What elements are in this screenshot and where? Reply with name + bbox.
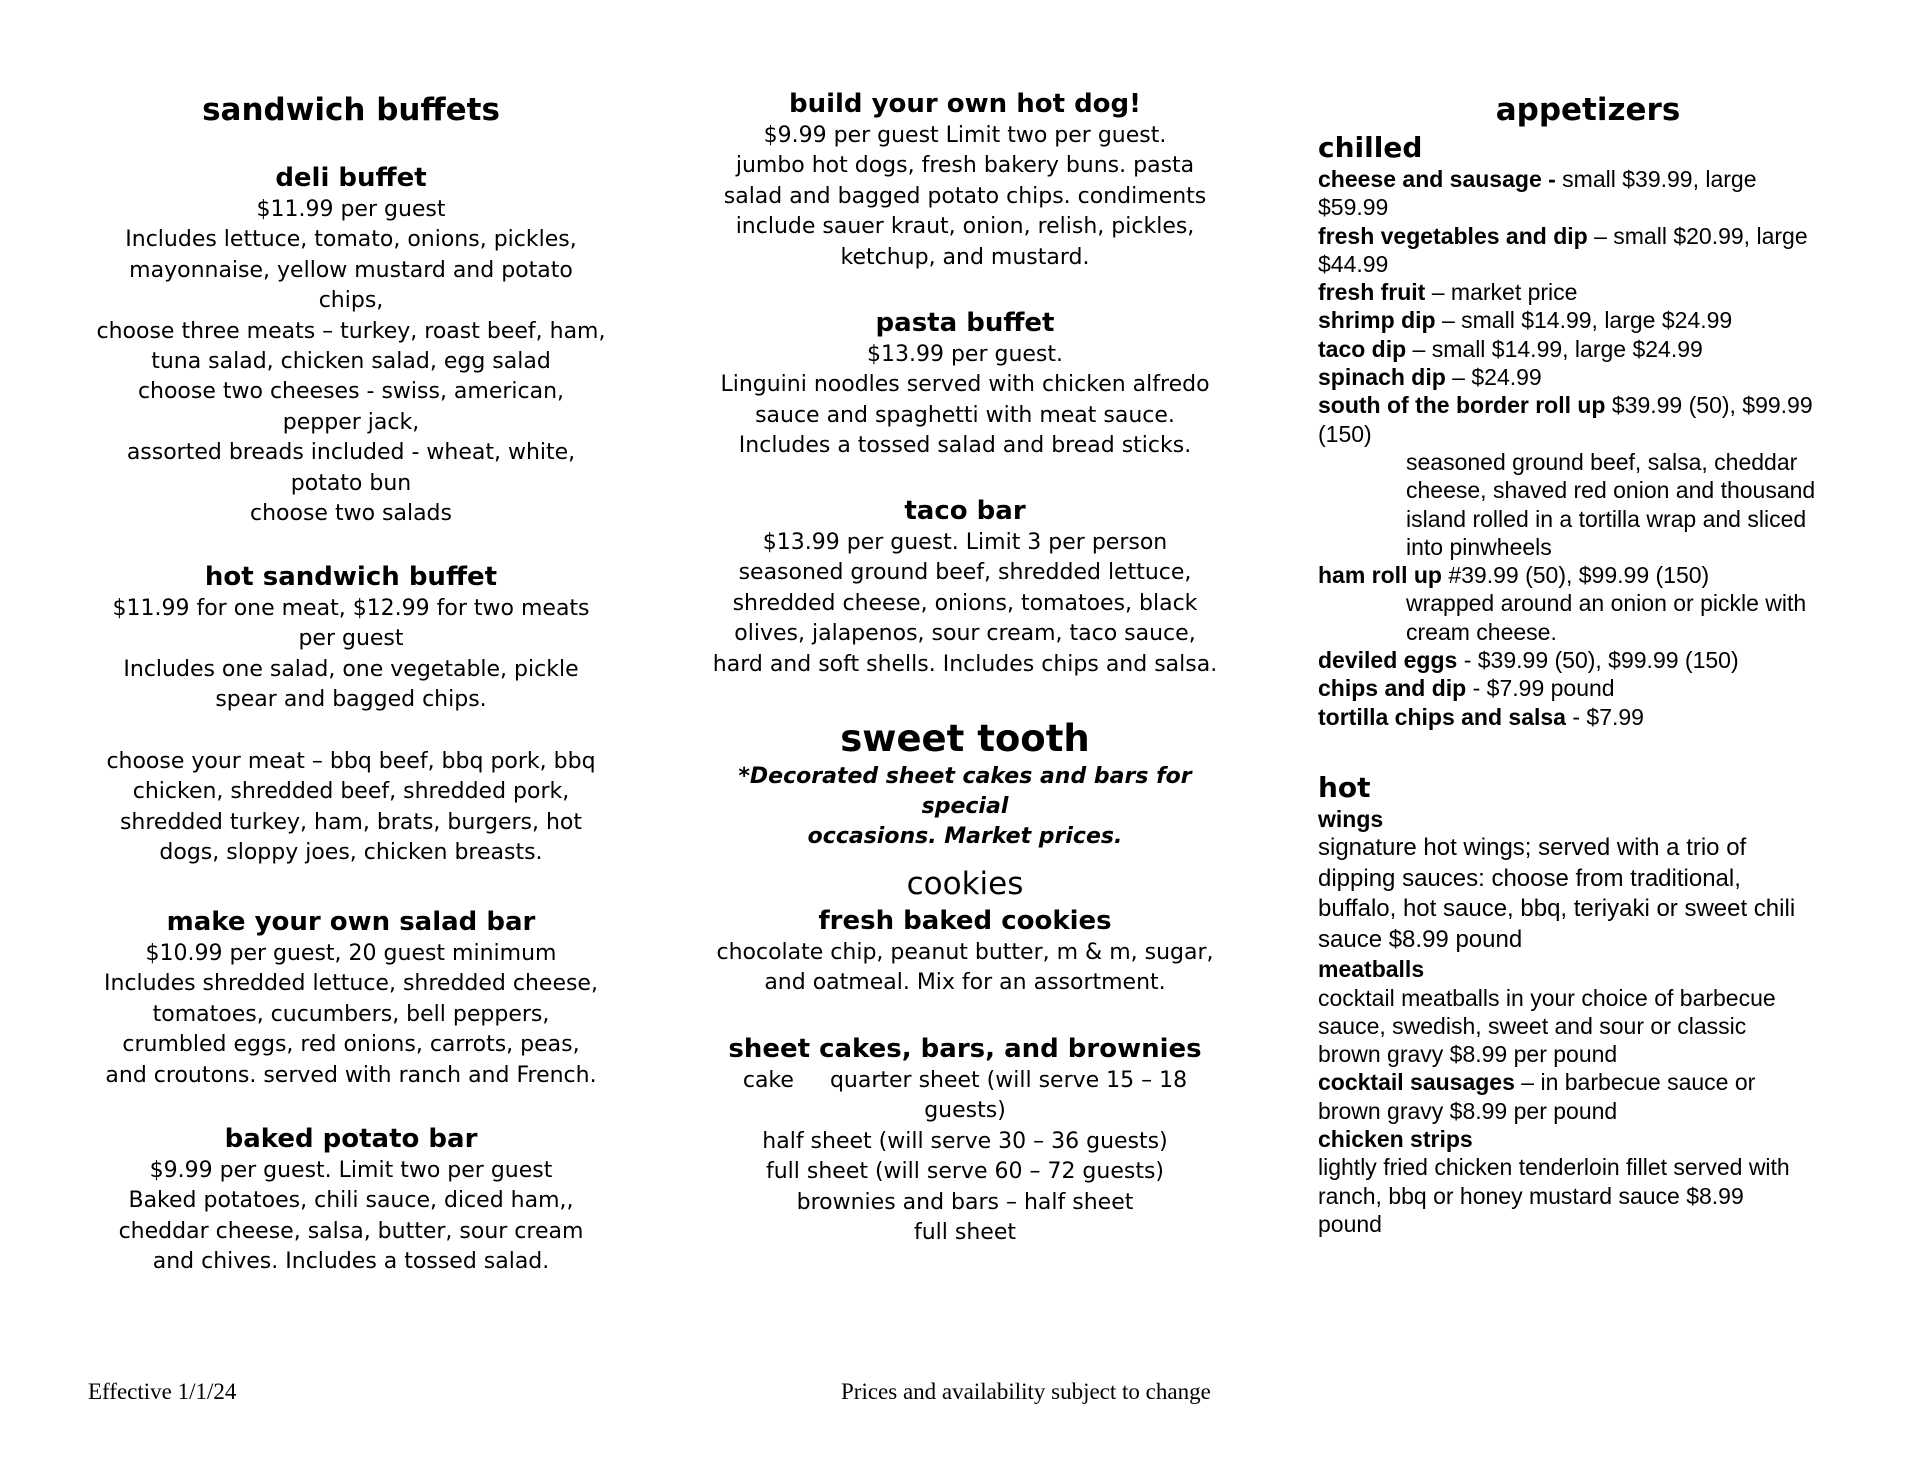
hot-sandwich-meats-line: dogs, sloppy joes, chicken breasts.	[159, 840, 543, 866]
hot-dog-line: $9.99 per guest Limit two per guest.	[763, 123, 1167, 148]
deli-line: Includes lettuce, tomato, onions, pickles,	[125, 227, 577, 253]
item-name: spinach dip	[1318, 364, 1446, 391]
fresh-baked-cookies-title: fresh baked cookies	[818, 906, 1112, 936]
baked-potato-line: cheddar cheese, salsa, butter, sour cream	[118, 1218, 584, 1244]
menu-item-chicken-strips	[1318, 1125, 1858, 1153]
deli-line: tuna salad, chicken salad, egg salad	[151, 349, 551, 375]
item-description: seasoned ground beef, salsa, cheddar	[1406, 448, 1798, 475]
taco-bar-line: $13.99 per guest. Limit 3 per person	[762, 530, 1168, 555]
footer-disclaimer: Prices and availability subject to change	[841, 1379, 1211, 1404]
item-description: cocktail meatballs in your choice of barbecue	[1318, 984, 1776, 1011]
item-price: $39.99 (50), $99.99	[1605, 392, 1813, 419]
item-name: meatballs	[1318, 956, 1425, 983]
item-description: sauce $8.99 pound	[1318, 925, 1523, 953]
item-name: ham roll up	[1318, 562, 1442, 589]
deli-line: choose two cheeses - swiss, american,	[137, 379, 565, 405]
sweet-tooth-title: sweet tooth	[840, 717, 1090, 760]
hot-sandwich-meats-line: shredded turkey, ham, brats, burgers, hot	[119, 809, 583, 835]
sheet-cakes-line: guests)	[924, 1098, 1006, 1124]
item-price: - $7.99	[1565, 703, 1644, 730]
sweet-tooth-block	[700, 716, 1230, 852]
taco-bar-title: taco bar	[904, 496, 1026, 526]
item-name: shrimp dip	[1318, 307, 1436, 334]
item-description: pound	[1318, 1210, 1382, 1237]
baked-potato-line: Baked potatoes, chili sauce, diced ham,,	[128, 1188, 574, 1214]
menu-item-south-border-cont: (150)	[1318, 420, 1372, 447]
pasta-line: sauce and spaghetti with meat sauce.	[755, 402, 1175, 428]
menu-item-tortilla-chips	[1318, 703, 1858, 731]
taco-bar-line: shredded cheese, onions, tomatoes, black	[732, 590, 1198, 616]
item-price: – market price	[1425, 279, 1578, 306]
menu-item-cocktail-sausages	[1318, 1068, 1858, 1096]
hot-sandwich-meats-line: chicken, shredded beef, shredded pork,	[132, 779, 570, 805]
sheet-cakes-block	[700, 1032, 1230, 1248]
deli-line: choose two salads	[250, 501, 452, 527]
hot-dog-line: jumbo hot dogs, fresh bakery buns. pasta	[735, 153, 1195, 179]
hot-dog-title: build your own hot dog!	[788, 89, 1142, 119]
section-title-appetizers: appetizers	[1495, 92, 1681, 128]
sweet-tooth-note: occasions. Market prices.	[807, 824, 1123, 849]
cake-label: cake	[742, 1068, 794, 1093]
item-price: - $7.99 pound	[1466, 675, 1615, 702]
hot-sandwich-line: spear and bagged chips.	[215, 687, 487, 713]
sheet-cakes-line: half sheet (will serve 30 – 36 guests)	[762, 1128, 1168, 1154]
menu-item-deviled-eggs	[1318, 646, 1858, 674]
item-name: wings	[1318, 806, 1384, 832]
taco-bar-line: olives, jalapenos, sour cream, taco sauce,	[734, 621, 1196, 647]
pasta-line: $13.99 per guest.	[866, 342, 1064, 367]
sheet-cakes-line	[700, 1066, 1230, 1096]
deli-buffet-title: deli buffet	[275, 163, 427, 193]
baked-potato-bar-title: baked potato bar	[224, 1124, 478, 1154]
hot-sandwich-line: per guest	[298, 626, 404, 652]
item-name: south of the border roll up	[1318, 392, 1606, 419]
item-description: brown gravy $8.99 per pound	[1318, 1041, 1618, 1068]
item-description: brown gravy $8.99 per pound	[1318, 1097, 1618, 1124]
menu-item-taco-dip	[1318, 335, 1858, 363]
hot-sandwich-buffet-block	[86, 560, 616, 716]
pasta-buffet-block	[700, 306, 1230, 462]
chilled-title: chilled	[1318, 131, 1423, 164]
menu-item-cheese-sausage-cont: $59.99	[1318, 194, 1389, 221]
item-name: chips and dip	[1318, 675, 1467, 702]
item-description: into pinwheels	[1406, 533, 1552, 560]
footer-effective-date: Effective 1/1/24	[88, 1379, 237, 1404]
menu-item-shrimp-dip	[1318, 306, 1858, 334]
sheet-cakes-title: sheet cakes, bars, and brownies	[728, 1034, 1202, 1064]
menu-item-vegetables-cont: $44.99	[1318, 250, 1389, 277]
cookies-block	[700, 864, 1230, 999]
taco-bar-block	[700, 494, 1230, 680]
pasta-line: Linguini noodles served with chicken alfredo	[720, 372, 1210, 398]
deli-line: assorted breads included - wheat, white,	[126, 440, 576, 466]
salad-bar-title: make your own salad bar	[166, 907, 536, 937]
item-description: signature hot wings; served with a trio of	[1318, 834, 1747, 862]
item-name: tortilla chips and salsa	[1318, 703, 1566, 730]
taco-bar-line: hard and soft shells. Includes chips and salsa.	[712, 651, 1218, 677]
hot-sandwich-line: $11.99 for one meat, $12.99 for two meats	[112, 596, 590, 621]
item-description: lightly fried chicken tenderloin fillet served with	[1318, 1154, 1790, 1181]
menu-item-south-border	[1318, 391, 1858, 419]
item-name: chicken strips	[1318, 1126, 1473, 1153]
deli-line: potato bun	[290, 470, 412, 496]
menu-item-wings	[1318, 805, 1858, 833]
deli-line: $11.99 per guest	[256, 197, 446, 222]
salad-bar-line: Includes shredded lettuce, shredded cheese,	[104, 971, 598, 997]
hot-sandwich-meats-block	[86, 747, 616, 869]
quarter-sheet-text: quarter sheet (will serve 15 – 18	[829, 1068, 1188, 1093]
hot-dog-line: include sauer kraut, onion, relish, pickles,	[735, 214, 1195, 240]
deli-line: pepper jack,	[282, 409, 420, 435]
item-name: cheese and sausage -	[1318, 166, 1556, 192]
menu-item-vegetables	[1318, 222, 1858, 250]
salad-bar-line: tomatoes, cucumbers, bell peppers,	[152, 1001, 550, 1027]
item-price: #39.99 (50), $99.99 (150)	[1441, 562, 1710, 589]
sheet-cakes-line: full sheet	[913, 1220, 1016, 1246]
item-price: – small $14.99, large $24.99	[1435, 307, 1733, 334]
baked-potato-line: and chives. Includes a tossed salad.	[152, 1249, 550, 1275]
menu-item-ham-roll	[1318, 561, 1858, 589]
item-description: dipping sauces: choose from traditional,	[1318, 864, 1741, 892]
item-description: buffalo, hot sauce, bbq, teriyaki or sweet chili	[1318, 895, 1796, 923]
pasta-line: Includes a tossed salad and bread sticks.	[738, 433, 1192, 459]
item-name: fresh fruit	[1318, 279, 1426, 306]
salad-bar-line: $10.99 per guest, 20 guest minimum	[145, 941, 557, 966]
menu-item-spinach-dip	[1318, 363, 1858, 391]
item-price: – in barbecue sauce or	[1514, 1069, 1756, 1096]
baked-potato-bar-block	[86, 1122, 616, 1278]
deli-line: chips,	[318, 288, 384, 314]
menu-item-chips-dip	[1318, 674, 1858, 702]
hot-sandwich-meats-line: choose your meat – bbq beef, bbq pork, bbq	[106, 749, 596, 774]
item-price: – small $14.99, large $24.99	[1406, 335, 1703, 362]
cookies-line: and oatmeal. Mix for an assortment.	[764, 970, 1166, 996]
item-name: cocktail sausages	[1318, 1069, 1515, 1096]
salad-bar-line: crumbled eggs, red onions, carrots, peas,	[122, 1032, 580, 1058]
hot-title: hot	[1318, 771, 1371, 804]
salad-bar-line: and croutons. served with ranch and French.	[105, 1062, 597, 1088]
item-description: sauce, swedish, sweet and sour or classic	[1318, 1012, 1747, 1039]
item-description: ranch, bbq or honey mustard sauce $8.99	[1318, 1182, 1744, 1209]
item-price: small $39.99, large	[1555, 166, 1757, 192]
cookies-heading: cookies	[906, 866, 1024, 902]
item-price: - $39.99 (50), $99.99 (150)	[1457, 647, 1739, 674]
deli-buffet-block	[86, 161, 616, 529]
item-description: cheese, shaved red onion and thousand	[1406, 477, 1816, 504]
item-description: wrapped around an onion or pickle with	[1406, 590, 1807, 617]
item-price: – $24.99	[1445, 364, 1542, 391]
hot-dog-line: salad and bagged potato chips. condiments	[723, 183, 1207, 209]
hot-sandwich-line: Includes one salad, one vegetable, pickle	[123, 656, 579, 682]
hot-dog-line: ketchup, and mustard.	[840, 244, 1090, 270]
item-name: deviled eggs	[1318, 647, 1458, 674]
taco-bar-line: seasoned ground beef, shredded lettuce,	[738, 560, 1192, 586]
item-description: cream cheese.	[1406, 618, 1557, 645]
menu-item-meatballs	[1318, 955, 1858, 983]
item-price: – small $20.99, large	[1587, 222, 1808, 249]
item-name: taco dip	[1318, 335, 1407, 362]
sweet-tooth-note: *Decorated sheet cakes and bars for special	[738, 764, 1192, 819]
pasta-buffet-title: pasta buffet	[875, 308, 1055, 338]
menu-item-cheese-sausage	[1318, 165, 1858, 193]
menu-item-fruit	[1318, 278, 1858, 306]
sheet-cakes-line: full sheet (will serve 60 – 72 guests)	[765, 1159, 1165, 1185]
baked-potato-line: $9.99 per guest. Limit two per guest	[149, 1158, 553, 1183]
item-name: fresh vegetables and dip	[1318, 222, 1588, 249]
deli-line: choose three meats – turkey, roast beef, ham,	[96, 318, 606, 344]
cookies-line: chocolate chip, peanut butter, m & m, sugar,	[716, 940, 1214, 965]
hot-dog-block	[700, 87, 1230, 273]
hot-sandwich-buffet-title: hot sandwich buffet	[204, 562, 498, 592]
section-title-sandwich-buffets: sandwich buffets	[202, 92, 500, 128]
hot-appetizers-block	[1318, 771, 1858, 1238]
salad-bar-block	[86, 905, 616, 1091]
sheet-cakes-line: brownies and bars – half sheet	[796, 1189, 1134, 1215]
deli-line: mayonnaise, yellow mustard and potato	[129, 257, 573, 283]
item-description: island rolled in a tortilla wrap and sliced	[1406, 505, 1807, 532]
chilled-block	[1318, 131, 1858, 731]
